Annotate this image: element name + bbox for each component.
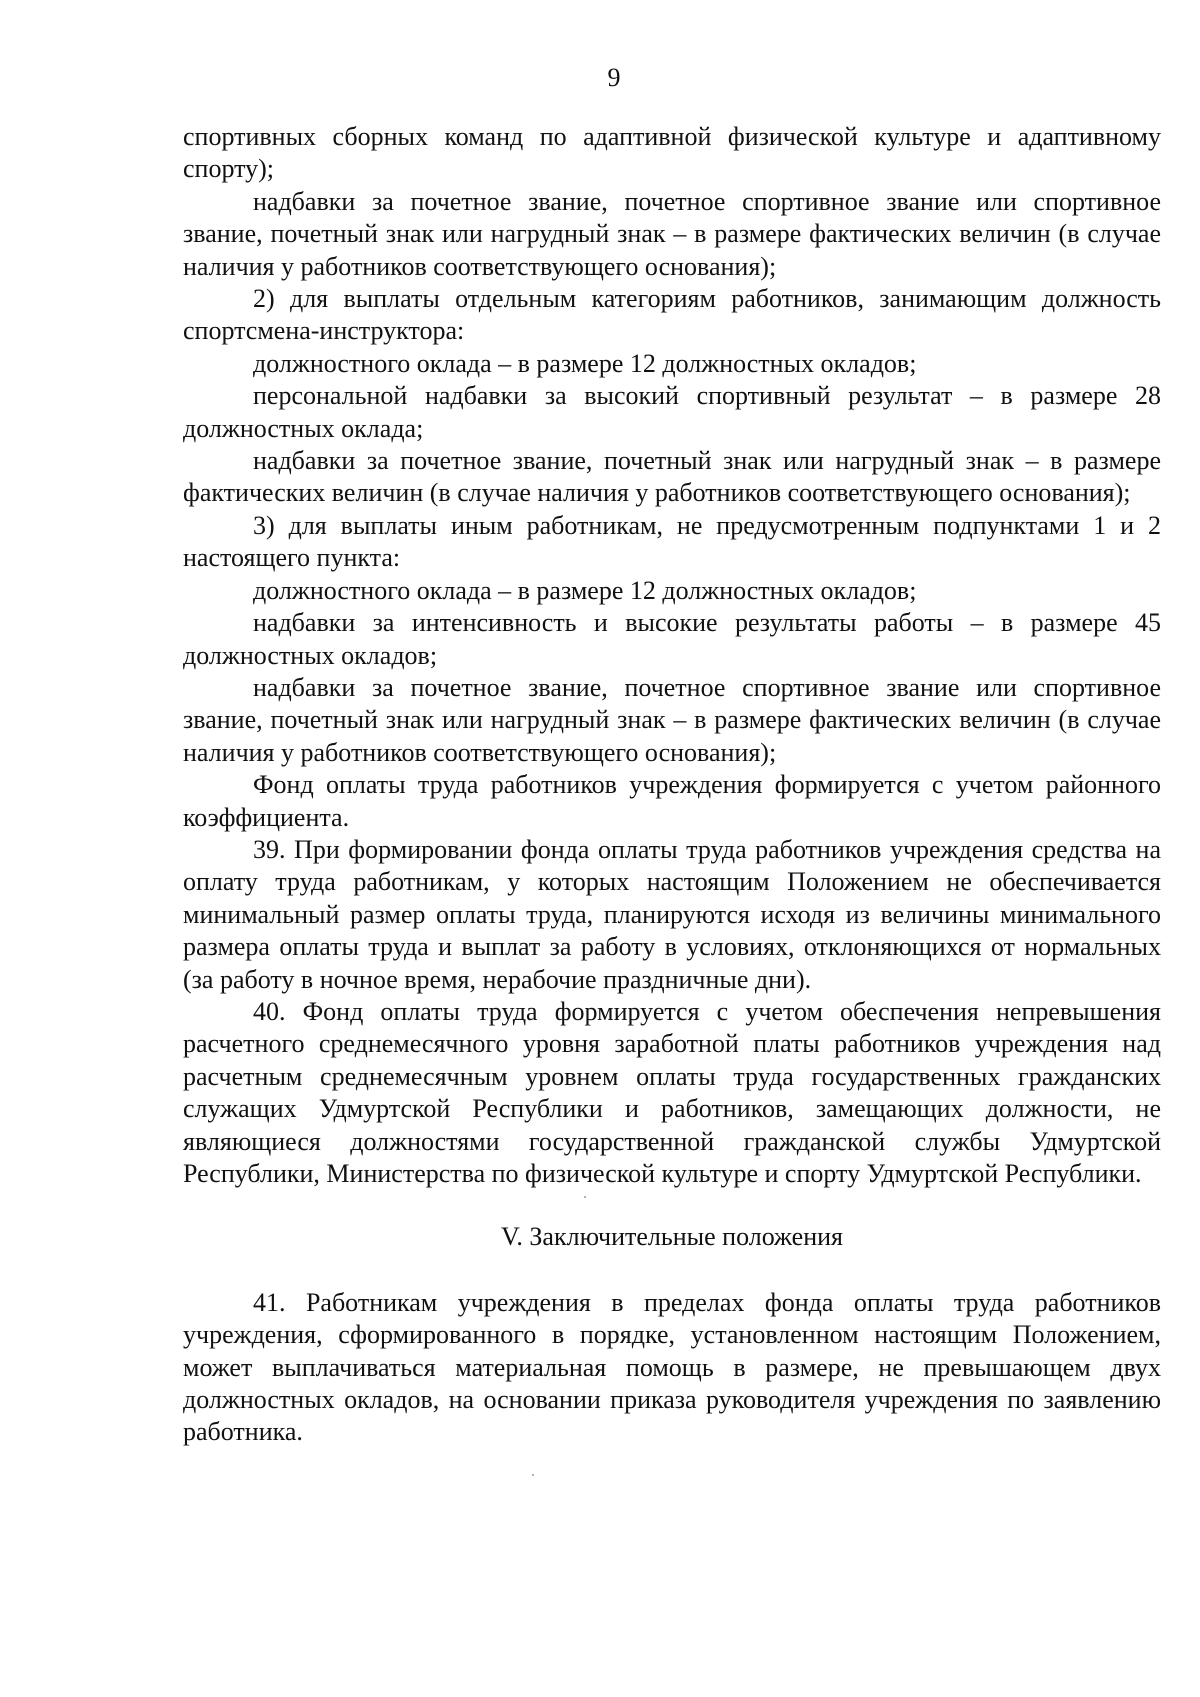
- paragraph: 41. Работникам учреждения в пределах фонда оплаты труда работников учреждения, сформированного в порядке, установленном настоящим Положением, может выплачиваться материальная помощь в размере, не превышающем двух должностных окладов, на основании приказа руководителя учреждения по заявлению работника.: [183, 1287, 1161, 1447]
- paragraph: надбавки за интенсивность и высокие результаты работы – в размере 45 должностных окладов;: [183, 608, 1161, 670]
- paragraph: 2) для выплаты отдельным категориям работников, занимающим должность спортсмена-инструктора:: [183, 284, 1161, 346]
- document-body: [183, 121, 1161, 1449]
- paragraph: надбавки за почетное звание, почетный знак или нагрудный знак – в размере фактических величин (в случае наличия у работников соответствующего основания);: [183, 446, 1161, 508]
- scan-speck: [532, 1474, 534, 1476]
- paragraph: надбавки за почетное звание, почетное спортивное звание или спортивное звание, почетный знак или нагрудный знак – в размере фактических величин (в случае наличия у работников соответствующего основания);: [183, 186, 1161, 281]
- paragraph: должностного оклада – в размере 12 должностных окладов;: [253, 348, 917, 378]
- paragraph: Фонд оплаты труда работников учреждения формируется с учетом районного коэффициента.: [183, 770, 1161, 832]
- paragraph: должностного оклада – в размере 12 должностных окладов;: [253, 575, 917, 605]
- paragraph-continuation: спортивных сборных команд по адаптивной физической культуре и адаптивному спорту);: [183, 122, 1161, 184]
- paragraph: надбавки за почетное звание, почетное спортивное звание или спортивное звание, почетный знак или нагрудный знак – в размере фактических величин (в случае наличия у работников соответствующего основания);: [183, 672, 1161, 767]
- paragraph: 3) для выплаты иным работникам, не предусмотренным подпунктами 1 и 2 настоящего пункта:: [183, 510, 1161, 573]
- page-number: 9: [607, 63, 621, 92]
- paragraph: персональной надбавки за высокий спортивный результат – в размере 28 должностных оклада;: [183, 381, 1161, 443]
- scan-speck: [584, 1196, 586, 1198]
- paragraph: 40. Фонд оплаты труда формируется с учетом обеспечения непревышения расчетного среднемесячного уровня заработной платы работников учреждения над расчетным среднемесячным уровнем оплаты труда государственных гражданских служащих Удмуртской Республики и работников, замещающих должности, не являющиеся должностями государственной гражданской службы Удмуртской Республики, Министерства по физической культуре и спорту Удмуртской Республики.: [183, 996, 1161, 1188]
- section-heading: V. Заключительные положения: [500, 1222, 844, 1252]
- paragraph: 39. При формировании фонда оплаты труда работников учреждения средства на оплату труда работникам, у которых настоящим Положением не обеспечивается минимальный размер оплаты труда, планируются исходя из величины минимального размера оплаты труда и выплат за работу в условиях, отклоняющихся от нормальных (за работу в ночное время, нерабочие праздничные дни).: [183, 834, 1161, 994]
